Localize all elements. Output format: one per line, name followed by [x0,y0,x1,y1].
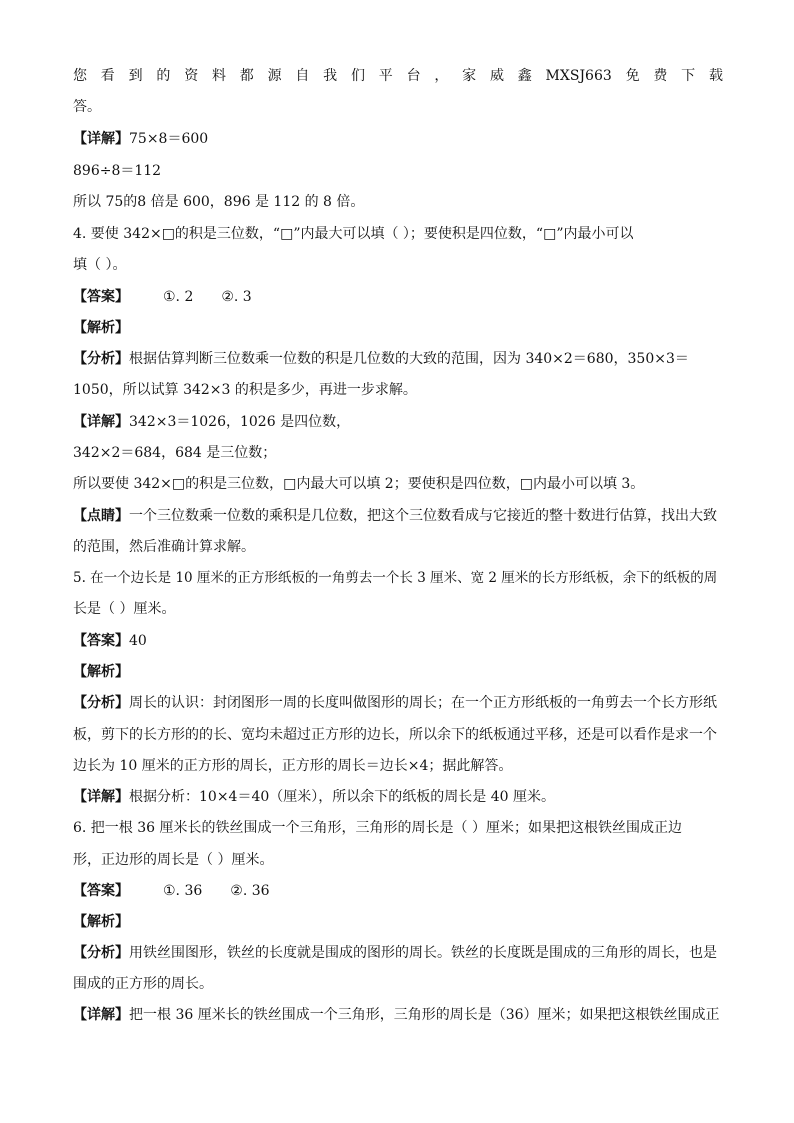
answer-tag: 【答案】 [73,289,129,305]
q6-jiexi [73,913,723,931]
q6-question-line-1: 6. 把一根 36 厘米长的铁丝围成一个三角形，三角形的周长是（ ）厘米；如果把这根铁丝围成正边 [73,820,682,836]
q4-jiexi [73,319,723,337]
source-notice-char: 免 [625,68,640,84]
detail-text: 75×8＝600 [129,131,209,147]
comment-tag: 【点睛】 [73,508,129,524]
q4-analysis-line-1 [73,350,723,368]
source-notice-char: 您 [73,68,87,84]
answer-1: ①. 36 [163,883,203,899]
answer-1: ①. 2 [163,289,194,305]
analysis-tag: 【分析】 [73,351,129,367]
q4-analysis-line-2: 1050，所以试算 342×3 的积是多少，再进一步求解。 [73,382,417,398]
source-notice-char: 载 [708,68,723,84]
q5-answer [73,632,723,650]
source-notice-char: 们 [350,68,365,84]
source-notice-char: 费 [653,68,668,84]
answer-2: ②. 36 [230,883,270,899]
detail-tag: 【详解】 [73,789,129,805]
source-notice-char: 自 [295,68,310,84]
analysis-text: 周长的认识：封闭图形一周的长度叫做图形的周长；在一个正方形纸板的一角剪去一个长方形纸 [129,695,717,711]
answer-tag: 【答案】 [73,883,129,899]
source-notice-char: 源 [267,68,282,84]
detail-text: 根据分析：10×4＝40（厘米），所以余下的纸板的周长是 40 厘米。 [129,789,555,805]
jiexi-tag: 【解析】 [73,664,129,680]
q6-detail-line-1 [73,1006,723,1024]
q5-analysis-line-3: 边长为 10 厘米的正方形的周长，正方形的周长＝边长×4；据此解答。 [73,758,513,774]
q4-detail-line-3: 所以要使 342×□的积是三位数，□内最大可以填 2；要使积是四位数，□内最小可以填 3。 [73,476,645,492]
q6-analysis-line-2: 围成的正方形的周长。 [73,976,213,992]
source-notice-char: 到 [128,68,143,84]
comment-text: 一个三位数乘一位数的乘积是几位数，把这个三位数看成与它接近的整十数进行估算，找出大致 [129,508,717,524]
jiexi-tag: 【解析】 [73,320,129,336]
source-notice-char: 下 [681,68,696,84]
detail-text: 把一根 36 厘米长的铁丝围成一个三角形，三角形的周长是（36）厘米；如果把这根铁丝围成正 [129,1007,720,1023]
answer-2: ②. 3 [221,289,252,305]
q6-question-line-2: 形，正边形的周长是（ ）厘米。 [73,852,274,868]
answer-value: 40 [129,633,147,649]
analysis-text: 用铁丝围图形，铁丝的长度就是围成的图形的周长。铁丝的长度既是围成的三角形的周长，也是 [129,945,717,961]
analysis-tag: 【分析】 [73,945,129,961]
q4-question-line-2: 填（ ）。 [73,257,127,273]
q6-answer [73,882,723,900]
source-notice-char: 台 [406,68,421,84]
source-notice-char: 威 [489,68,504,84]
q5-question-line-1: 5. 在一个边长是 10 厘米的正方形纸板的一角剪去一个长 3 厘米、宽 2 厘米的长方形纸板，余下的纸板的周 [73,570,718,586]
q4-question-line-1: 4. 要使 342×□的积是三位数，“□”内最大可以填（ ）；要使积是四位数，“□”内最小可以 [73,226,634,242]
detail-text: 342×3＝1026，1026 是四位数， [129,414,351,430]
source-notice [73,67,723,85]
q5-analysis-line-2: 板，剪下的长方形的的长、宽均未超过正方形的边长，所以余下的纸板通过平移，还是可以看作是求一个 [73,727,717,743]
q4-detail-line-1 [73,413,723,431]
q4-answer [73,288,723,306]
q6-analysis-line-1 [73,944,723,962]
source-notice-char: 我 [323,68,338,84]
q3-detail-line-3: 所以 75的8 倍是 600，896 是 112 的 8 倍。 [73,194,365,210]
q4-comment-line-2: 的范围，然后准确计算求解。 [73,539,255,555]
source-notice-char: ， [434,68,449,84]
q4-detail-line-2: 342×2＝684，684 是三位数； [73,445,277,461]
q4-comment-line-1 [73,507,723,525]
analysis-text: 根据估算判断三位数乘一位数的积是几位数的大致的范围，因为 340×2＝680，350×3＝ [129,351,689,367]
source-notice-char: 看 [100,68,115,84]
q5-detail-line-1 [73,788,723,806]
jiexi-tag: 【解析】 [73,914,129,930]
source-notice-char: 都 [239,68,254,84]
source-notice-char: 资 [184,68,199,84]
detail-tag: 【详解】 [73,414,129,430]
q3-detail-line-1 [73,130,723,148]
q5-analysis-line-1 [73,694,723,712]
detail-tag: 【详解】 [73,1007,129,1023]
answer-tag: 【答案】 [73,633,129,649]
q5-question-line-2: 长是（ ）厘米。 [73,601,176,617]
source-notice-char: 家 [462,68,477,84]
source-notice-char: 料 [211,68,226,84]
analysis-tag: 【分析】 [73,695,129,711]
source-notice-char: MXSJ663 [545,68,612,84]
source-notice-char: 的 [156,68,171,84]
q3-detail-line-2: 896÷8＝112 [73,163,162,179]
source-notice-cont: 答。 [73,99,101,115]
source-notice-char: 鑫 [517,68,532,84]
source-notice-char: 平 [378,68,393,84]
detail-tag: 【详解】 [73,131,129,147]
q5-jiexi [73,663,723,681]
